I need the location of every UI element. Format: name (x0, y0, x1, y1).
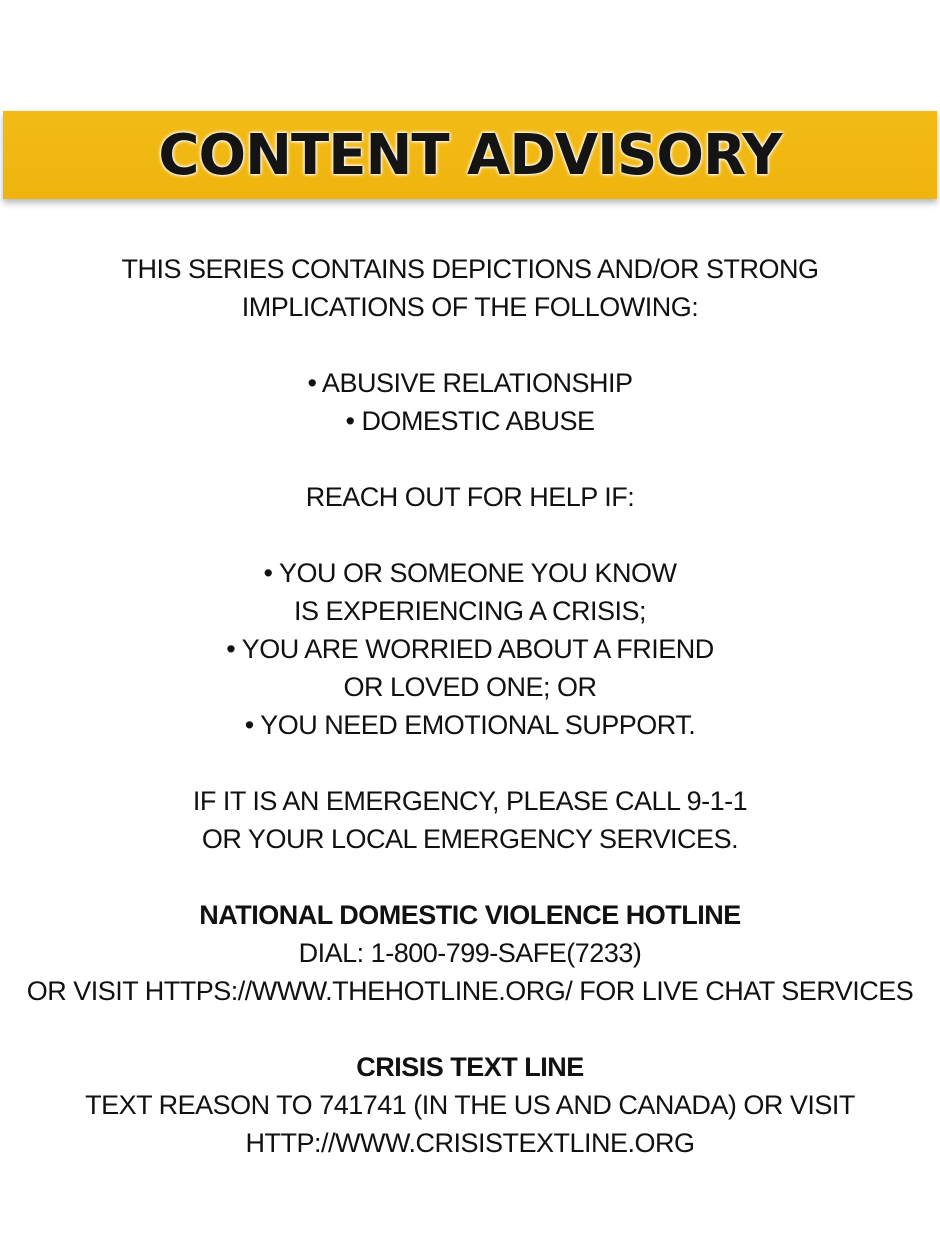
emergency-line: OR YOUR LOCAL EMERGENCY SERVICES. (201, 824, 739, 854)
emergency-section (0, 782, 940, 858)
advisory-body (0, 250, 940, 1162)
help-heading: REACH OUT FOR HELP IF: (305, 482, 635, 512)
spacer (0, 440, 940, 478)
hotline-title: NATIONAL DOMESTIC VIOLENCE HOTLINE (199, 900, 741, 930)
crisis-text-section (0, 1048, 940, 1162)
hotline-website[interactable]: OR VISIT HTTPS://WWW.THEHOTLINE.ORG/ FOR LIVE CHAT SERVICES (26, 976, 914, 1006)
help-list (0, 554, 940, 744)
spacer (0, 326, 940, 364)
crisis-text-title: CRISIS TEXT LINE (356, 1052, 584, 1082)
content-advisory-banner (3, 111, 937, 199)
crisis-text-website[interactable]: HTTP://WWW.CRISISTEXTLINE.ORG (245, 1128, 695, 1158)
help-line: • YOU NEED EMOTIONAL SUPPORT. (244, 710, 696, 740)
emergency-line: IF IT IS AN EMERGENCY, PLEASE CALL 9-1-1 (192, 786, 748, 816)
intro-line: IMPLICATIONS OF THE FOLLOWING: (241, 292, 699, 322)
intro-section (0, 250, 940, 326)
spacer (0, 516, 940, 554)
help-line: • YOU ARE WORRIED ABOUT A FRIEND (226, 634, 714, 664)
banner-title: CONTENT ADVISORY (158, 122, 782, 188)
spacer (0, 1010, 940, 1048)
spacer (0, 744, 940, 782)
help-line: IS EXPERIENCING A CRISIS; (293, 596, 647, 626)
help-heading-section (0, 478, 940, 516)
hotline-section (0, 896, 940, 1010)
topic-item: • ABUSIVE RELATIONSHIP (307, 368, 633, 398)
help-line: OR LOVED ONE; OR (343, 672, 597, 702)
spacer (0, 858, 940, 896)
topic-item: • DOMESTIC ABUSE (345, 406, 595, 436)
topics-list (0, 364, 940, 440)
hotline-phone: DIAL: 1-800-799-SAFE(7233) (298, 938, 642, 968)
intro-line: THIS SERIES CONTAINS DEPICTIONS AND/OR STRONG (121, 254, 819, 284)
help-line: • YOU OR SOMEONE YOU KNOW (263, 558, 677, 588)
crisis-text-instructions: TEXT REASON TO 741741 (IN THE US AND CANADA) OR VISIT (85, 1090, 855, 1120)
